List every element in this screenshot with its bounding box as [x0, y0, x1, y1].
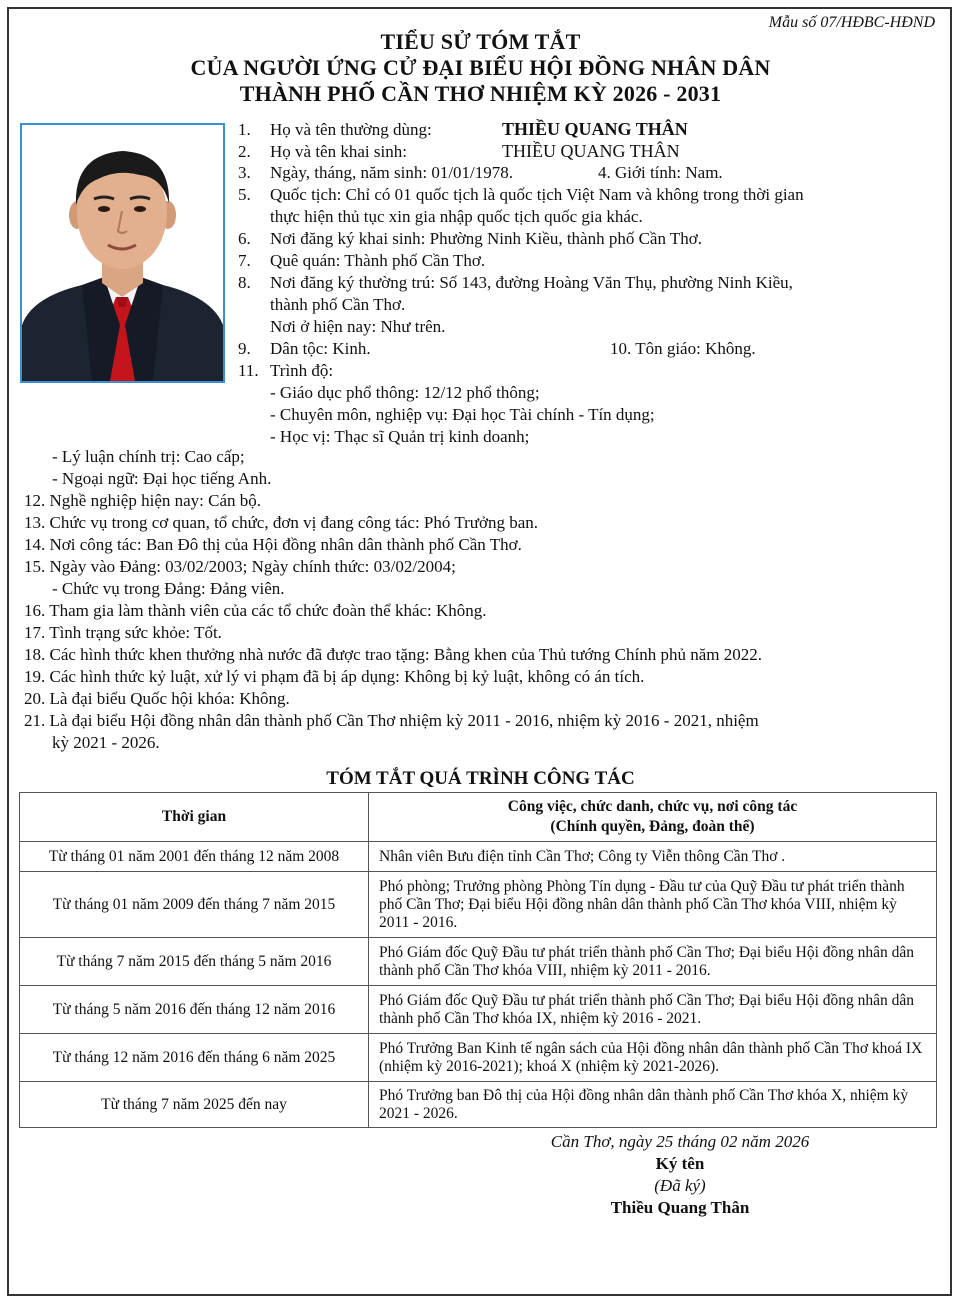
document-subtitle-2: THÀNH PHỐ CẦN THƠ NHIỆM KỲ 2026 - 2031 — [239, 81, 722, 106]
bio-item-21: 21. Là đại biểu Hội đồng nhân dân thành phố Cần Thơ nhiệm kỳ 2011 - 2016, nhiệm kỳ 2016 - 2021, nhiệm — [24, 711, 759, 730]
bio-item-15: 15. Ngày vào Đảng: 03/02/2003; Ngày chính thức: 03/02/2004; — [24, 557, 456, 576]
bio-item-18: 18. Các hình thức khen thưởng nhà nước đã được trao tặng: Bằng khen của Thủ tướng Chính phủ năm 2022. — [24, 645, 762, 664]
bio-item-19: 19. Các hình thức kỷ luật, xử lý vi phạm đã bị áp dụng: Không bị kỷ luật, không có án tích. — [24, 667, 645, 686]
bio-item-11a: - Giáo dục phổ thông: 12/12 phổ thông; — [270, 383, 540, 402]
bio-item-15b: - Chức vụ trong Đảng: Đảng viên. — [52, 579, 285, 598]
bio-item-8-residence: Nơi ở hiện nay: Như trên. — [270, 317, 446, 336]
bio-item-11b: - Chuyên môn, nghiệp vụ: Đại học Tài chính - Tín dụng; — [270, 405, 655, 424]
row-time: Từ tháng 12 năm 2016 đến tháng 6 năm 2025 — [20, 1034, 369, 1082]
bio-item-7: 7. Quê quán: Thành phố Cần Thơ. — [238, 251, 486, 270]
table-row — [20, 986, 937, 1034]
row-time: Từ tháng 5 năm 2016 đến tháng 12 năm 2016 — [20, 986, 369, 1034]
bio-item-16: 16. Tham gia làm thành viên của các tổ chức đoàn thể khác: Không. — [24, 601, 487, 620]
bio-item-3: 3. Ngày, tháng, năm sinh: 01/01/1978. 4. Giới tính: Nam. — [238, 163, 723, 182]
portrait-photo-icon — [22, 125, 223, 381]
row-work: Phó Trưởng Ban Kinh tế ngân sách của Hội đồng nhân dân thành phố Cần Thơ khoá IX (nhiệm kỳ 2016-2021); khoá X (nhiệm kỳ 2021-2026). — [369, 1034, 937, 1082]
birth-name: THIỀU QUANG THÂN — [502, 141, 680, 161]
bio-item-11c: - Học vị: Thạc sĩ Quản trị kinh doanh; — [270, 427, 530, 446]
bio-item-1: 1. Họ và tên thường dùng: THIỀU QUANG THÂN — [238, 119, 688, 139]
bio-item-4: 4. Giới tính: Nam. — [598, 163, 723, 182]
bio-item-11e: - Ngoại ngữ: Đại học tiếng Anh. — [52, 469, 272, 488]
row-work: Phó Giám đốc Quỹ Đầu tư phát triển thành phố Cần Thơ; Đại biểu Hội đồng nhân dân thành phố Cần Thơ khóa VIII, nhiệm kỳ 2011 - 2016. — [369, 938, 937, 986]
common-name: THIỀU QUANG THÂN — [502, 119, 688, 139]
signature-name: Thiều Quang Thân — [610, 1198, 750, 1217]
signature-place-date: Cần Thơ, ngày 25 tháng 02 năm 2026 — [550, 1132, 810, 1151]
document-title: TIỂU SỬ TÓM TẮT — [380, 29, 581, 54]
table-row — [20, 842, 937, 872]
signature-label: Ký tên — [655, 1154, 705, 1173]
table-row — [20, 938, 937, 986]
bio-item-21-cont: kỳ 2021 - 2026. — [52, 733, 160, 752]
row-time: Từ tháng 7 năm 2015 đến tháng 5 năm 2016 — [20, 938, 369, 986]
portrait-photo — [20, 123, 225, 383]
bio-item-12: 12. Nghề nghiệp hiện nay: Cán bộ. — [24, 491, 262, 510]
bio-item-14: 14. Nơi công tác: Ban Đô thị của Hội đồng nhân dân thành phố Cần Thơ. — [24, 535, 522, 554]
table-row — [20, 1082, 937, 1128]
header-work: Công việc, chức danh, chức vụ, nơi công tác (Chính quyền, Đảng, đoàn thể) — [369, 793, 937, 842]
header-time: Thời gian — [20, 793, 369, 842]
row-work: Phó phòng; Trưởng phòng Phòng Tín dụng - Đầu tư của Quỹ Đầu tư phát triển thành phố Cần Thơ; Đại biểu Hội đồng nhân dân thành phố Cần Thơ khóa VIII, nhiệm kỳ 2011 - 2016. — [369, 872, 937, 938]
signature-signed-note: (Đã ký) — [654, 1176, 706, 1195]
row-work: Phó Trưởng ban Đô thị của Hội đồng nhân dân thành phố Cần Thơ khóa X, nhiệm kỳ 2021 - 2026. — [369, 1082, 937, 1128]
bio-item-5: 5. Quốc tịch: Chỉ có 01 quốc tịch là quốc tịch Việt Nam và không trong thời gian — [238, 185, 804, 204]
row-time: Từ tháng 01 năm 2001 đến tháng 12 năm 2008 — [20, 842, 369, 872]
bio-item-6: 6. Nơi đăng ký khai sinh: Phường Ninh Kiều, thành phố Cần Thơ. — [238, 229, 703, 248]
bio-item-17: 17. Tình trạng sức khỏe: Tốt. — [24, 623, 222, 642]
bio-item-8: 8. Nơi đăng ký thường trú: Số 143, đường Hoàng Văn Thụ, phường Ninh Kiều, — [238, 273, 793, 292]
row-work: Phó Giám đốc Quỹ Đầu tư phát triển thành phố Cần Thơ; Đại biểu Hội đồng nhân dân thành phố Cần Thơ khóa IX, nhiệm kỳ 2016 - 2021. — [369, 986, 937, 1034]
bio-item-5-cont: thực hiện thủ tục xin gia nhập quốc tịch quốc gia khác. — [270, 207, 643, 226]
table-row — [20, 872, 937, 938]
row-time: Từ tháng 01 năm 2009 đến tháng 7 năm 2015 — [20, 872, 369, 938]
table-row — [20, 1034, 937, 1082]
bio-item-11d: - Lý luận chính trị: Cao cấp; — [52, 447, 245, 466]
bio-item-13: 13. Chức vụ trong cơ quan, tổ chức, đơn vị đang công tác: Phó Trưởng ban. — [24, 513, 539, 532]
bio-item-9: 9. Dân tộc: Kinh. 10. Tôn giáo: Không. — [238, 339, 756, 358]
document-subtitle-1: CỦA NGƯỜI ỨNG CỬ ĐẠI BIỂU HỘI ĐỒNG NHÂN DÂN — [190, 55, 771, 80]
row-time: Từ tháng 7 năm 2025 đến nay — [20, 1082, 369, 1128]
bio-item-10: 10. Tôn giáo: Không. — [610, 339, 756, 358]
bio-item-20: 20. Là đại biểu Quốc hội khóa: Không. — [24, 689, 290, 708]
bio-item-2: 2. Họ và tên khai sinh: THIỀU QUANG THÂN — [238, 141, 680, 161]
career-section-title: TÓM TẮT QUÁ TRÌNH CÔNG TÁC — [326, 768, 635, 789]
bio-item-8-cont: thành phố Cần Thơ. — [270, 295, 406, 314]
career-table — [19, 792, 937, 1128]
row-work: Nhân viên Bưu điện tỉnh Cần Thơ; Công ty Viễn thông Cần Thơ . — [369, 842, 937, 872]
form-code: Mẫu số 07/HĐBC-HĐND — [768, 14, 935, 31]
career-table-header — [20, 793, 937, 842]
bio-item-11: 11. Trình độ: — [238, 361, 334, 380]
